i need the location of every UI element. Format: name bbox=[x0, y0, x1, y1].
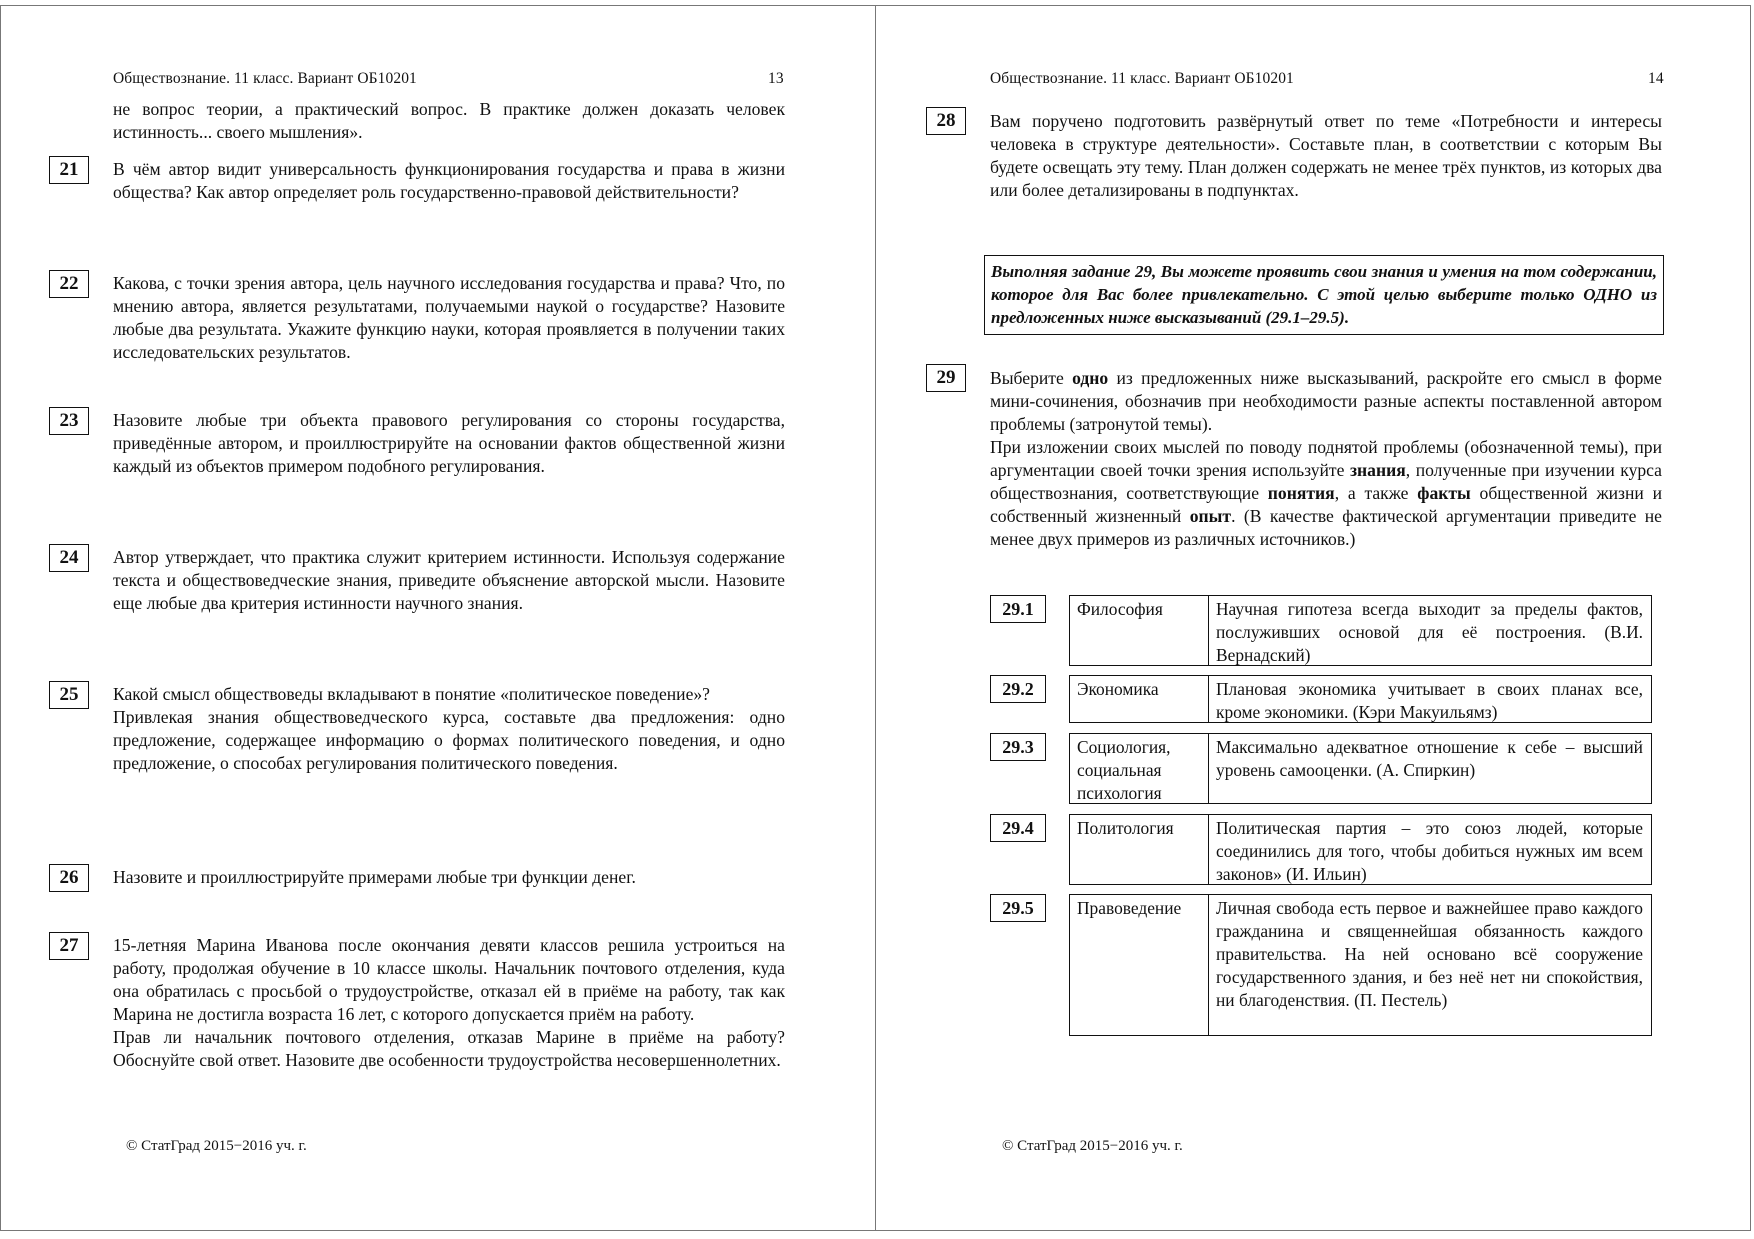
question-23-text: Назовите любые три объекта правового регулирования со стороны государства, приведённые автором, и проиллюстрируйте на основании фактов общественной жизни каждый из объектов примером подобного регулирования. bbox=[113, 410, 785, 476]
option-29-4 bbox=[1069, 814, 1652, 885]
question-number-24: 24 bbox=[49, 544, 89, 572]
question-number-23: 23 bbox=[49, 407, 89, 435]
question-number-29: 29 bbox=[926, 364, 966, 392]
option-subject: Философия bbox=[1070, 596, 1209, 665]
question-26-text: Назовите и проиллюстрируйте примерами любые три функции денег. bbox=[113, 867, 636, 887]
option-quote: Максимально адекватное отношение к себе – высший уровень самооценки. (А. Спиркин) bbox=[1216, 737, 1643, 780]
option-number-29-3: 29.3 bbox=[990, 733, 1046, 761]
option-subject: Экономика bbox=[1070, 676, 1209, 722]
question-22-text: Какова, с точки зрения автора, цель научного исследования государства и права? Что, по мнению автора, является результатами, получаемыми наукой о государстве? Назовите любые два результата. Укажите функцию науки, которая проявляется в получении таких исследовательских результатов. bbox=[113, 273, 785, 362]
left-footer: © СтатГрад 2015−2016 уч. г. bbox=[126, 1138, 307, 1154]
question-number-28: 28 bbox=[926, 107, 966, 135]
continuation-text: не вопрос теории, а практический вопрос. В практике должен доказать человек истинность... своего мышления». bbox=[113, 99, 785, 142]
option-29-1 bbox=[1069, 595, 1652, 666]
option-29-3 bbox=[1069, 733, 1652, 804]
question-24-text: Автор утверждает, что практика служит критерием истинности. Используя содержание текста и обществоведческие знания, приведите объяснение авторской мысли. Назовите еще любые два критерия истинности научного знания. bbox=[113, 547, 785, 613]
option-subject: Политология bbox=[1070, 815, 1209, 884]
question-28-text: Вам поручено подготовить развёрнутый ответ по теме «Потребности и интересы человека в структуре деятельности». Составьте план, в соответствии с которым Вы будете освещать эту тему. План должен содержать не менее трёх пунктов, из которых два или более детализированы в подпунктах. bbox=[990, 111, 1662, 200]
option-subject: Социология, социальная психология bbox=[1070, 734, 1209, 803]
question-number-25: 25 bbox=[49, 681, 89, 709]
question-number-26: 26 bbox=[49, 864, 89, 892]
question-25-text: Какой смысл обществоведы вкладывают в понятие «политическое поведение»? Привлекая знания обществоведческого курса, составьте два предложения: одно предложение, содержащее информацию о формах политического поведения, и одно предложение, о способах регулирования политического поведения. bbox=[113, 684, 785, 773]
option-quote: Плановая экономика учитывает в своих планах все, кроме экономики. (Кэри Макуильямз) bbox=[1216, 679, 1643, 722]
left-header-title: Обществознание. 11 класс. Вариант ОБ10201 bbox=[113, 70, 417, 87]
option-29-5 bbox=[1069, 894, 1652, 1036]
right-footer: © СтатГрад 2015−2016 уч. г. bbox=[1002, 1138, 1183, 1154]
question-number-22: 22 bbox=[49, 270, 89, 298]
option-quote: Политическая партия – это союз людей, которые соединились для того, чтобы добиться нужных им всем законов» (И. Ильин) bbox=[1216, 818, 1643, 884]
option-number-29-5: 29.5 bbox=[990, 894, 1046, 922]
question-27-text: 15-летняя Марина Иванова после окончания девяти классов решила устроиться на работу, продолжая обучение в 10 классе школы. Начальник почтового отделения, куда она обратилась с просьбой о трудоустройстве, отказал ей в приёме на работу, так как Марина не достигла возраста 16 лет, с которого допускается приём на работу. Прав ли начальник почтового отделения, отказав Марине в приёме на работу? Обоснуйте свой ответ. Назовите две особенности трудоустройства несовершеннолетних. bbox=[113, 935, 785, 1070]
option-quote: Научная гипотеза всегда выходит за пределы фактов, послуживших основой для её построения. (В.И. Вернадский) bbox=[1216, 599, 1643, 665]
option-quote: Личная свобода есть первое и важнейшее право каждого гражданина и священнейшая обязанность каждого правительства. На ней основано всё сооружение государственного здания, и без неё нет ни спокойствия, ни благоденствия. (П. Пестель) bbox=[1216, 898, 1643, 1010]
question-29-text: Выберите одно из предложенных ниже высказываний, раскройте его смысл в форме мини-сочинения, обозначив при необходимости разные аспекты поставленной автором проблемы (затронутой темы). При изложении своих мыслей по поводу поднятой проблемы (обозначенной темы), при аргументации своей точки зрения используйте знания, полученные при изучении курса обществознания, соответствующие понятия, а также факты общественной жизни и собственный жизненный опыт. (В качестве фактической аргументации приведите не менее двух примеров из различных источников.) bbox=[990, 368, 1662, 549]
question-21-text: В чём автор видит универсальность функционирования государства и права в жизни общества? Как автор определяет роль государственно-правовой действительности? bbox=[113, 159, 785, 202]
right-header-title: Обществознание. 11 класс. Вариант ОБ10201 bbox=[990, 70, 1294, 87]
question-number-21: 21 bbox=[49, 156, 89, 184]
left-page-number: 13 bbox=[768, 70, 784, 87]
option-number-29-2: 29.2 bbox=[990, 675, 1046, 703]
right-page-number: 14 bbox=[1648, 70, 1664, 87]
option-number-29-4: 29.4 bbox=[990, 814, 1046, 842]
option-number-29-1: 29.1 bbox=[990, 595, 1046, 623]
option-29-2 bbox=[1069, 675, 1652, 723]
option-subject: Правоведение bbox=[1070, 895, 1209, 1035]
instruction-notice: Выполняя задание 29, Вы можете проявить свои знания и умения на том содержании, которое для Вас более привлекательно. С этой целью выберите только ОДНО из предложенных ниже высказываний (29.1–29.5). bbox=[984, 255, 1664, 335]
question-number-27: 27 bbox=[49, 932, 89, 960]
